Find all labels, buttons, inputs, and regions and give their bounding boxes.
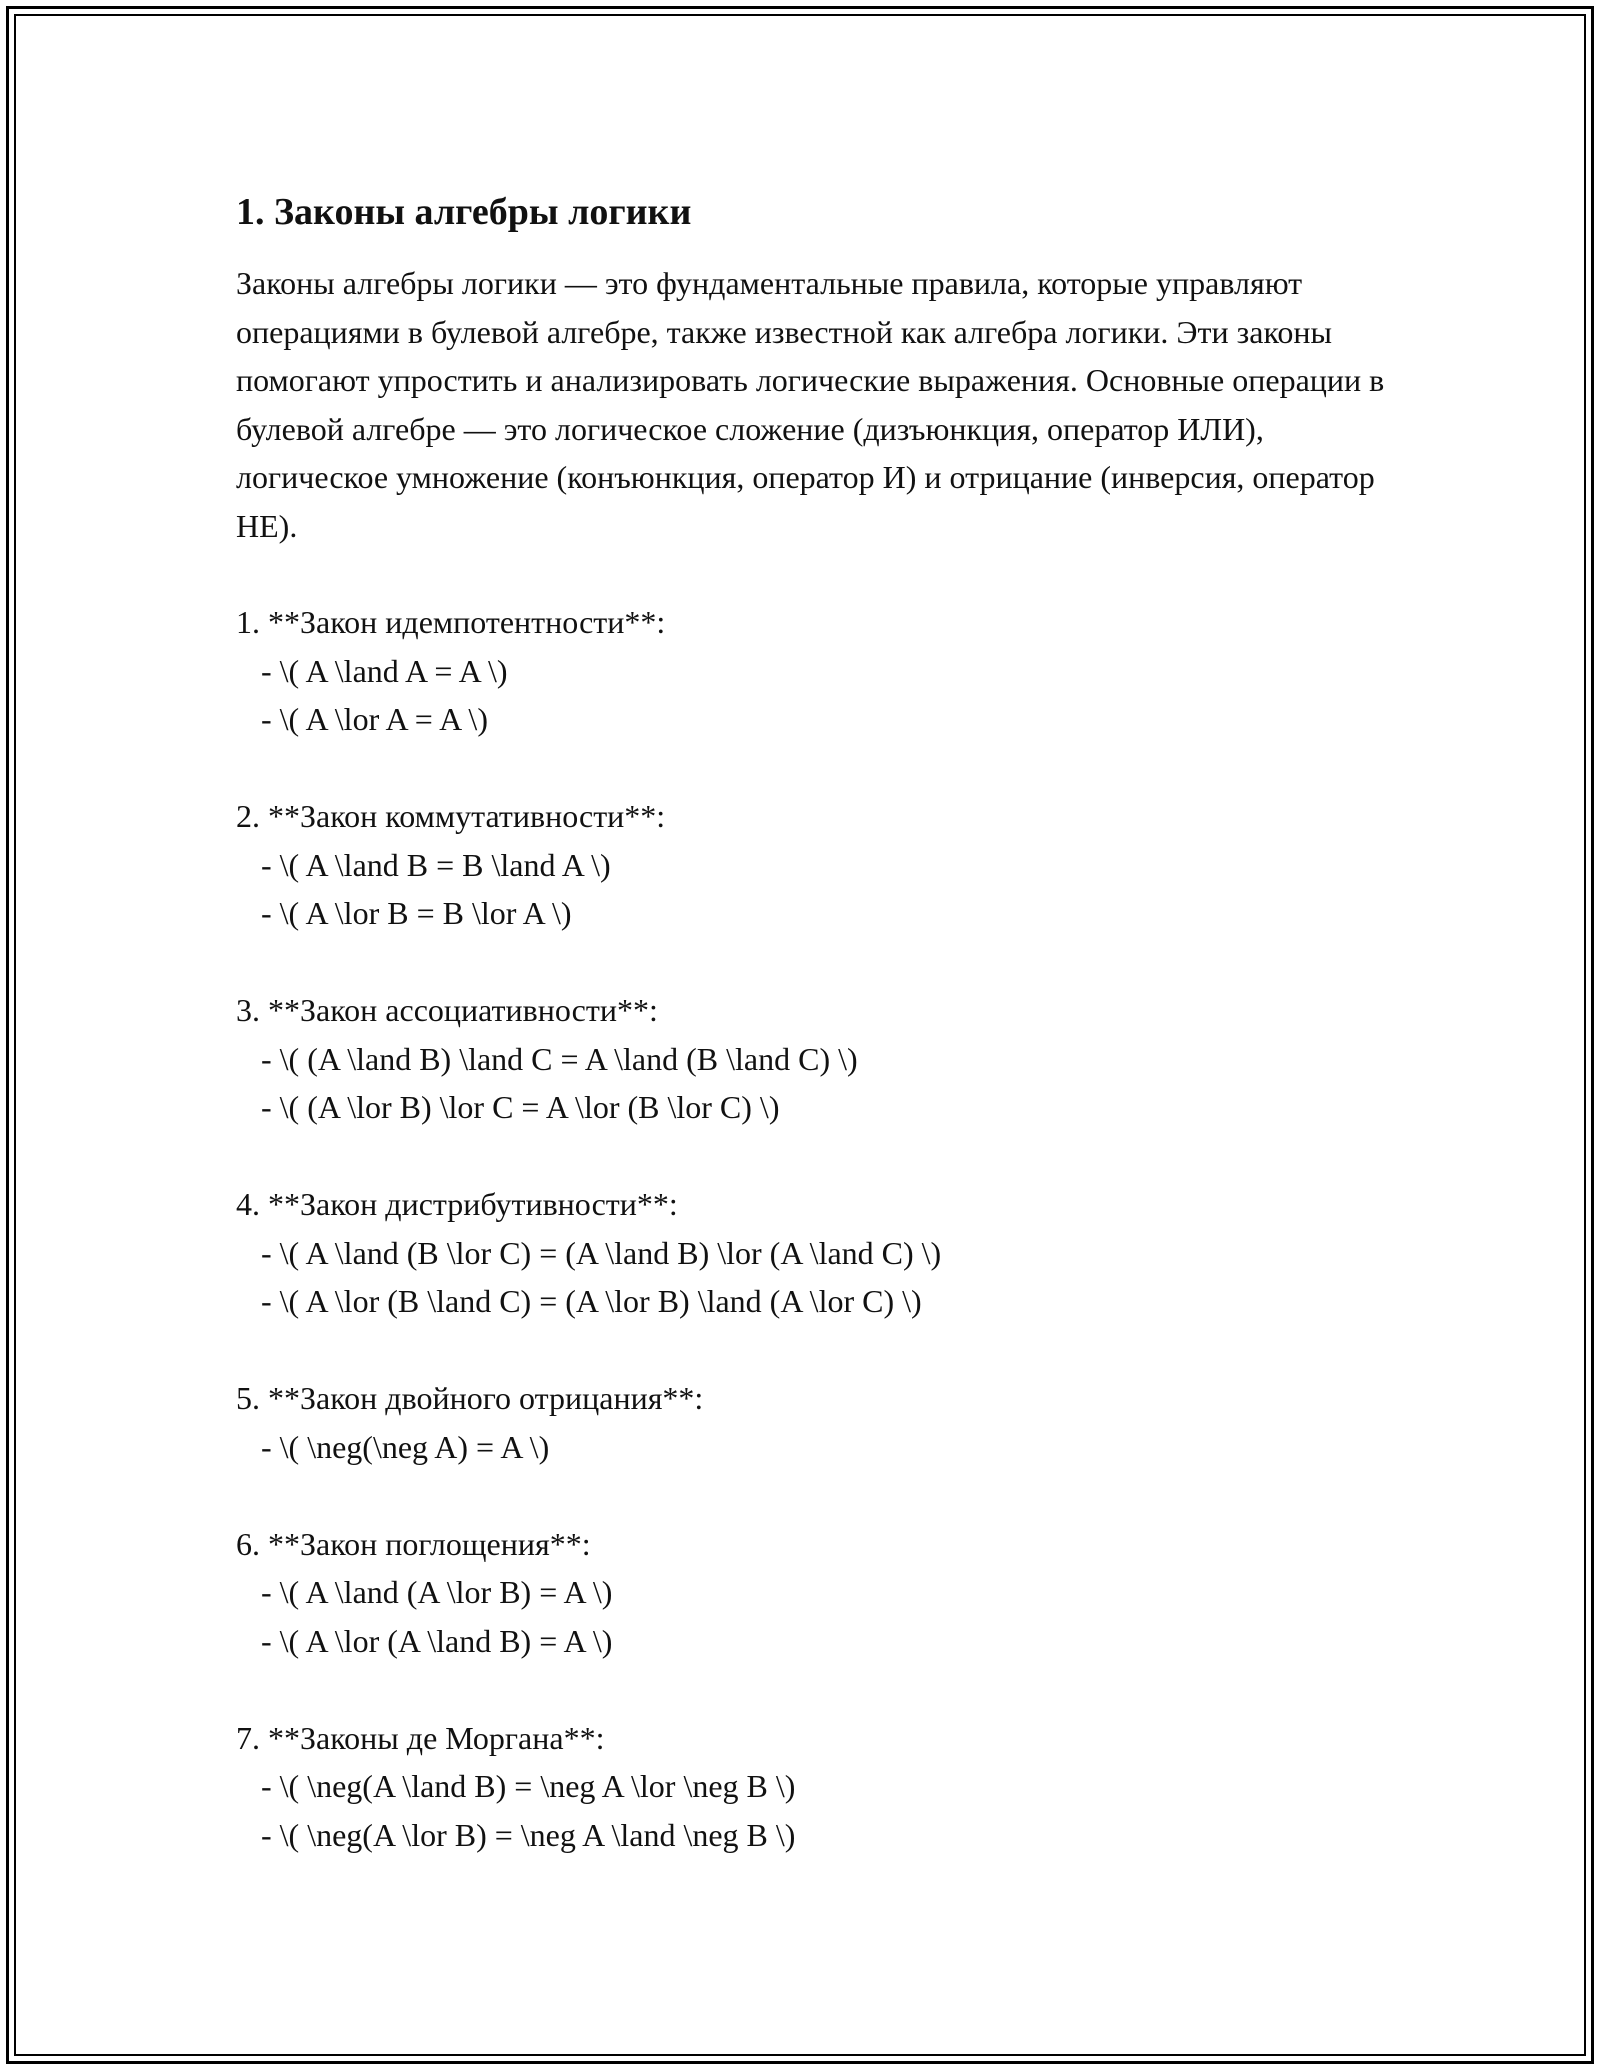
law-title: 5. **Закон двойного отрицания**: [236, 1380, 704, 1416]
law-item-distributivity [236, 1180, 1416, 1326]
law-formula: - \( A \lor B = B \lor A \) [261, 895, 572, 931]
law-title: 6. **Закон поглощения**: [236, 1525, 591, 1562]
law-formula: - \( (A \land B) \land C = A \land (B \land C) \) [261, 1040, 858, 1077]
law-formula: - \( A \lor A = A \) [261, 701, 488, 737]
law-formula: - \( \neg(A \land B) = \neg A \lor \neg B \) [261, 1768, 796, 1804]
law-formula: - \( A \land A = A \) [261, 652, 508, 689]
law-title: 7. **Законы де Моргана**: [236, 1719, 605, 1756]
law-item-idempotence [236, 598, 1416, 744]
law-title: 2. **Закон коммутативности**: [236, 798, 666, 834]
law-item-commutativity [236, 792, 1416, 938]
law-title: 4. **Закон дистрибутивности**: [236, 1186, 678, 1222]
law-formula: - \( A \land (B \lor C) = (A \land B) \lor (A \land C) \) [261, 1234, 942, 1271]
law-item-absorption [236, 1520, 1416, 1666]
law-formula: - \( A \lor (A \land B) = A \) [261, 1622, 613, 1659]
intro-paragraph: Законы алгебры логики — это фундаментальные правила, которые управляют операциями в булевой алгебре, также известной как алгебра логики. Эти законы помогают упростить и анализировать логические выражения. Основные операции в булевой алгебре — это логическое сложение (дизъюнкция, оператор ИЛИ), логическое умножение (конъюнкция, оператор И) и отрицание (инверсия, оператор НЕ). [236, 265, 1385, 544]
law-title: 3. **Закон ассоциативности**: [236, 992, 658, 1028]
law-title: 1. **Закон идемпотентности**: [236, 604, 666, 640]
law-formula: - \( \neg(\neg A) = A \) [261, 1428, 550, 1465]
law-formula: - \( A \lor (B \land C) = (A \lor B) \land (A \lor C) \) [261, 1283, 922, 1319]
document-body [236, 188, 1416, 1908]
law-formula: - \( \neg(A \lor B) = \neg A \land \neg B \) [261, 1816, 796, 1853]
law-item-associativity [236, 986, 1416, 1132]
law-formula: - \( A \land (A \lor B) = A \) [261, 1574, 613, 1610]
law-item-double-negation [236, 1374, 1416, 1471]
section-heading: 1. Законы алгебры логики [236, 191, 692, 233]
law-formula: - \( (A \lor B) \lor C = A \lor (B \lor C) \) [261, 1089, 780, 1125]
laws-list [236, 598, 1416, 1859]
law-formula: - \( A \land B = B \land A \) [261, 846, 611, 883]
law-item-de-morgan [236, 1714, 1416, 1860]
